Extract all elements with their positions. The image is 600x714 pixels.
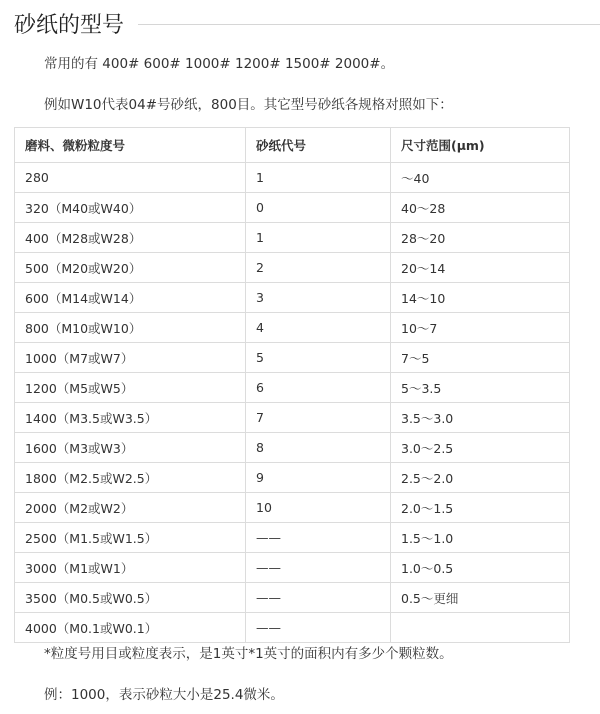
- grit-spec-table: [14, 127, 570, 643]
- cell-sandpaper-code: 10: [246, 493, 391, 523]
- cell-size-range: [391, 613, 570, 643]
- cell-size-range: 1.0～0.5: [391, 553, 570, 583]
- cell-size-range: 3.5～3.0: [391, 403, 570, 433]
- cell-size-range: 10～7: [391, 313, 570, 343]
- cell-sandpaper-code: 3: [246, 283, 391, 313]
- cell-sandpaper-code: ——: [246, 523, 391, 553]
- cell-size-range: 7～5: [391, 343, 570, 373]
- cell-grit-number: 2000（M2或W2）: [15, 493, 246, 523]
- cell-sandpaper-code: 6: [246, 373, 391, 403]
- cell-sandpaper-code: 0: [246, 193, 391, 223]
- table-body: [15, 163, 570, 643]
- example-paragraph: 例如W10代表04#号砂纸，800目。其它型号砂纸各规格对照如下：: [44, 97, 453, 113]
- cell-size-range: 1.5～1.0: [391, 523, 570, 553]
- cell-grit-number: 3000（M1或W1）: [15, 553, 246, 583]
- table-row: [15, 463, 570, 493]
- table-header-row: [15, 128, 570, 163]
- table-row: [15, 493, 570, 523]
- cell-size-range: 2.5～2.0: [391, 463, 570, 493]
- table-row: [15, 223, 570, 253]
- cell-sandpaper-code: 2: [246, 253, 391, 283]
- table-row: [15, 313, 570, 343]
- cell-sandpaper-code: 4: [246, 313, 391, 343]
- intro-paragraph: 常用的有 400# 600# 1000# 1200# 1500# 2000#。: [44, 56, 395, 72]
- cell-size-range: 0.5～更细: [391, 583, 570, 613]
- table-row: [15, 373, 570, 403]
- table-row: [15, 343, 570, 373]
- cell-sandpaper-code: 1: [246, 163, 391, 193]
- cell-grit-number: 1200（M5或W5）: [15, 373, 246, 403]
- cell-grit-number: 1600（M3或W3）: [15, 433, 246, 463]
- cell-grit-number: 400（M28或W28）: [15, 223, 246, 253]
- cell-grit-number: 600（M14或W14）: [15, 283, 246, 313]
- cell-grit-number: 1800（M2.5或W2.5）: [15, 463, 246, 493]
- cell-size-range: 5～3.5: [391, 373, 570, 403]
- footnote-paragraph: *粒度号用目或粒度表示，是1英寸*1英寸的面积内有多少个颗粒数。: [44, 646, 453, 662]
- table-row: [15, 403, 570, 433]
- cell-grit-number: 4000（M0.1或W0.1）: [15, 613, 246, 643]
- title-divider: [138, 24, 600, 25]
- header-sandpaper-code: 砂纸代号: [246, 128, 391, 163]
- cell-sandpaper-code: 7: [246, 403, 391, 433]
- title-row: [0, 0, 600, 46]
- cell-size-range: 28～20: [391, 223, 570, 253]
- table-row: [15, 553, 570, 583]
- cell-sandpaper-code: ——: [246, 613, 391, 643]
- cell-sandpaper-code: 5: [246, 343, 391, 373]
- cell-grit-number: 3500（M0.5或W0.5）: [15, 583, 246, 613]
- header-size-range: 尺寸范围(μm): [391, 128, 570, 163]
- cell-grit-number: 800（M10或W10）: [15, 313, 246, 343]
- cell-size-range: ～40: [391, 163, 570, 193]
- cell-size-range: 2.0～1.5: [391, 493, 570, 523]
- header-grit-number: 磨料、微粉粒度号: [15, 128, 246, 163]
- cell-grit-number: 280: [15, 163, 246, 193]
- example-note-paragraph: 例：1000，表示砂粒大小是25.4微米。: [44, 687, 284, 703]
- table-row: [15, 163, 570, 193]
- page-title: 砂纸的型号: [14, 13, 125, 38]
- cell-sandpaper-code: 1: [246, 223, 391, 253]
- table-row: [15, 253, 570, 283]
- cell-grit-number: 320（M40或W40）: [15, 193, 246, 223]
- cell-sandpaper-code: ——: [246, 583, 391, 613]
- cell-grit-number: 500（M20或W20）: [15, 253, 246, 283]
- cell-size-range: 40～28: [391, 193, 570, 223]
- cell-size-range: 20～14: [391, 253, 570, 283]
- cell-size-range: 14～10: [391, 283, 570, 313]
- table-row: [15, 283, 570, 313]
- cell-grit-number: 1000（M7或W7）: [15, 343, 246, 373]
- table-row: [15, 193, 570, 223]
- cell-size-range: 3.0～2.5: [391, 433, 570, 463]
- table-row: [15, 433, 570, 463]
- cell-grit-number: 2500（M1.5或W1.5）: [15, 523, 246, 553]
- table-row: [15, 523, 570, 553]
- cell-sandpaper-code: 8: [246, 433, 391, 463]
- table-row: [15, 613, 570, 643]
- cell-sandpaper-code: 9: [246, 463, 391, 493]
- table-row: [15, 583, 570, 613]
- cell-grit-number: 1400（M3.5或W3.5）: [15, 403, 246, 433]
- cell-sandpaper-code: ——: [246, 553, 391, 583]
